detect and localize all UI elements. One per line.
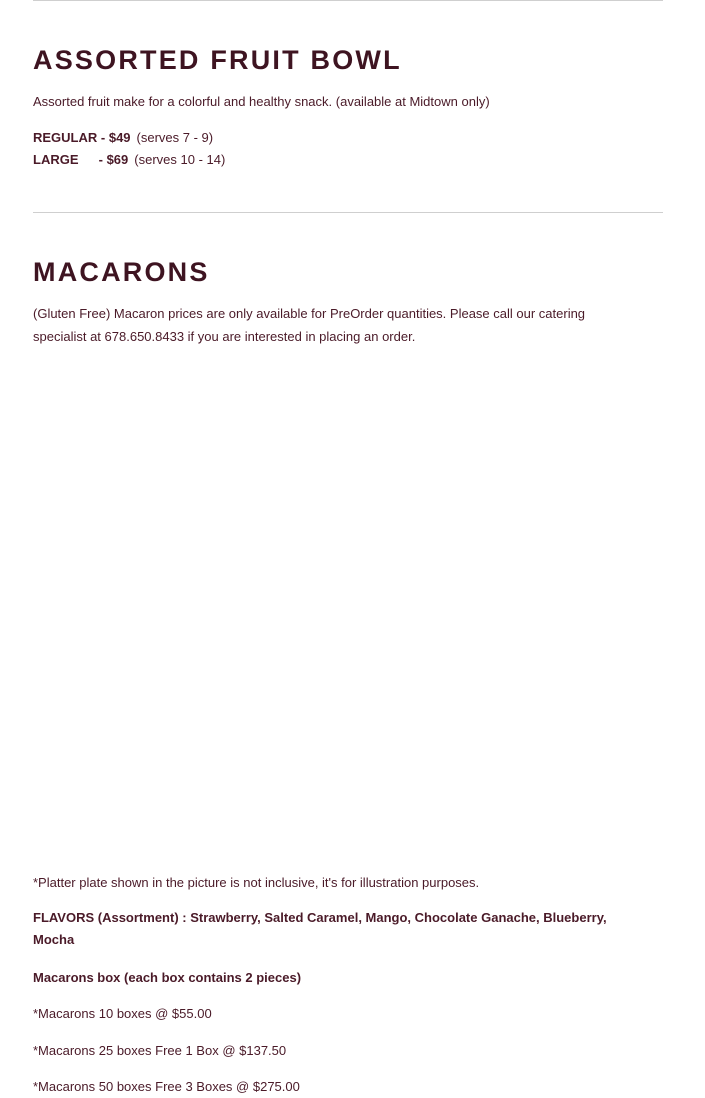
section-divider-top [33,0,663,1]
price-serves: (serves 7 - 9) [136,130,214,145]
macarons-description: (Gluten Free) Macaron prices are only available for PreOrder quantities. Please call our catering specialist at 678.650.8433 if you are interested in placing an order. [33,306,586,344]
price-size: REGULAR [33,130,98,145]
price-serves: (serves 10 - 14) [134,152,226,167]
macarons-offer-50: *Macarons 50 boxes Free 3 Boxes @ $275.00 [33,1079,300,1094]
fruit-bowl-price-large [33,149,225,171]
price-amount: - $49 [100,130,131,145]
price-amount: - $69 [98,152,129,167]
section-divider [33,212,663,213]
macarons-flavors: FLAVORS (Assortment) : Strawberry, Salted Caramel, Mango, Chocolate Ganache, Blueberry, Mocha [33,910,607,947]
price-size: LARGE [33,152,79,167]
macarons-box-note: Macarons box (each box contains 2 pieces) [33,970,302,985]
macarons-offer-25: *Macarons 25 boxes Free 1 Box @ $137.50 [33,1043,287,1058]
platter-note: *Platter plate shown in the picture is not inclusive, it's for illustration purposes. [33,875,480,890]
macarons-title: MACARONS [33,257,210,287]
fruit-bowl-title: ASSORTED FRUIT BOWL [33,45,402,75]
fruit-bowl-description: Assorted fruit make for a colorful and healthy snack. (available at Midtown only) [33,94,490,109]
macarons-image-placeholder [33,360,663,860]
macarons-offer-10: *Macarons 10 boxes @ $55.00 [33,1006,212,1021]
fruit-bowl-price-regular [33,127,213,149]
